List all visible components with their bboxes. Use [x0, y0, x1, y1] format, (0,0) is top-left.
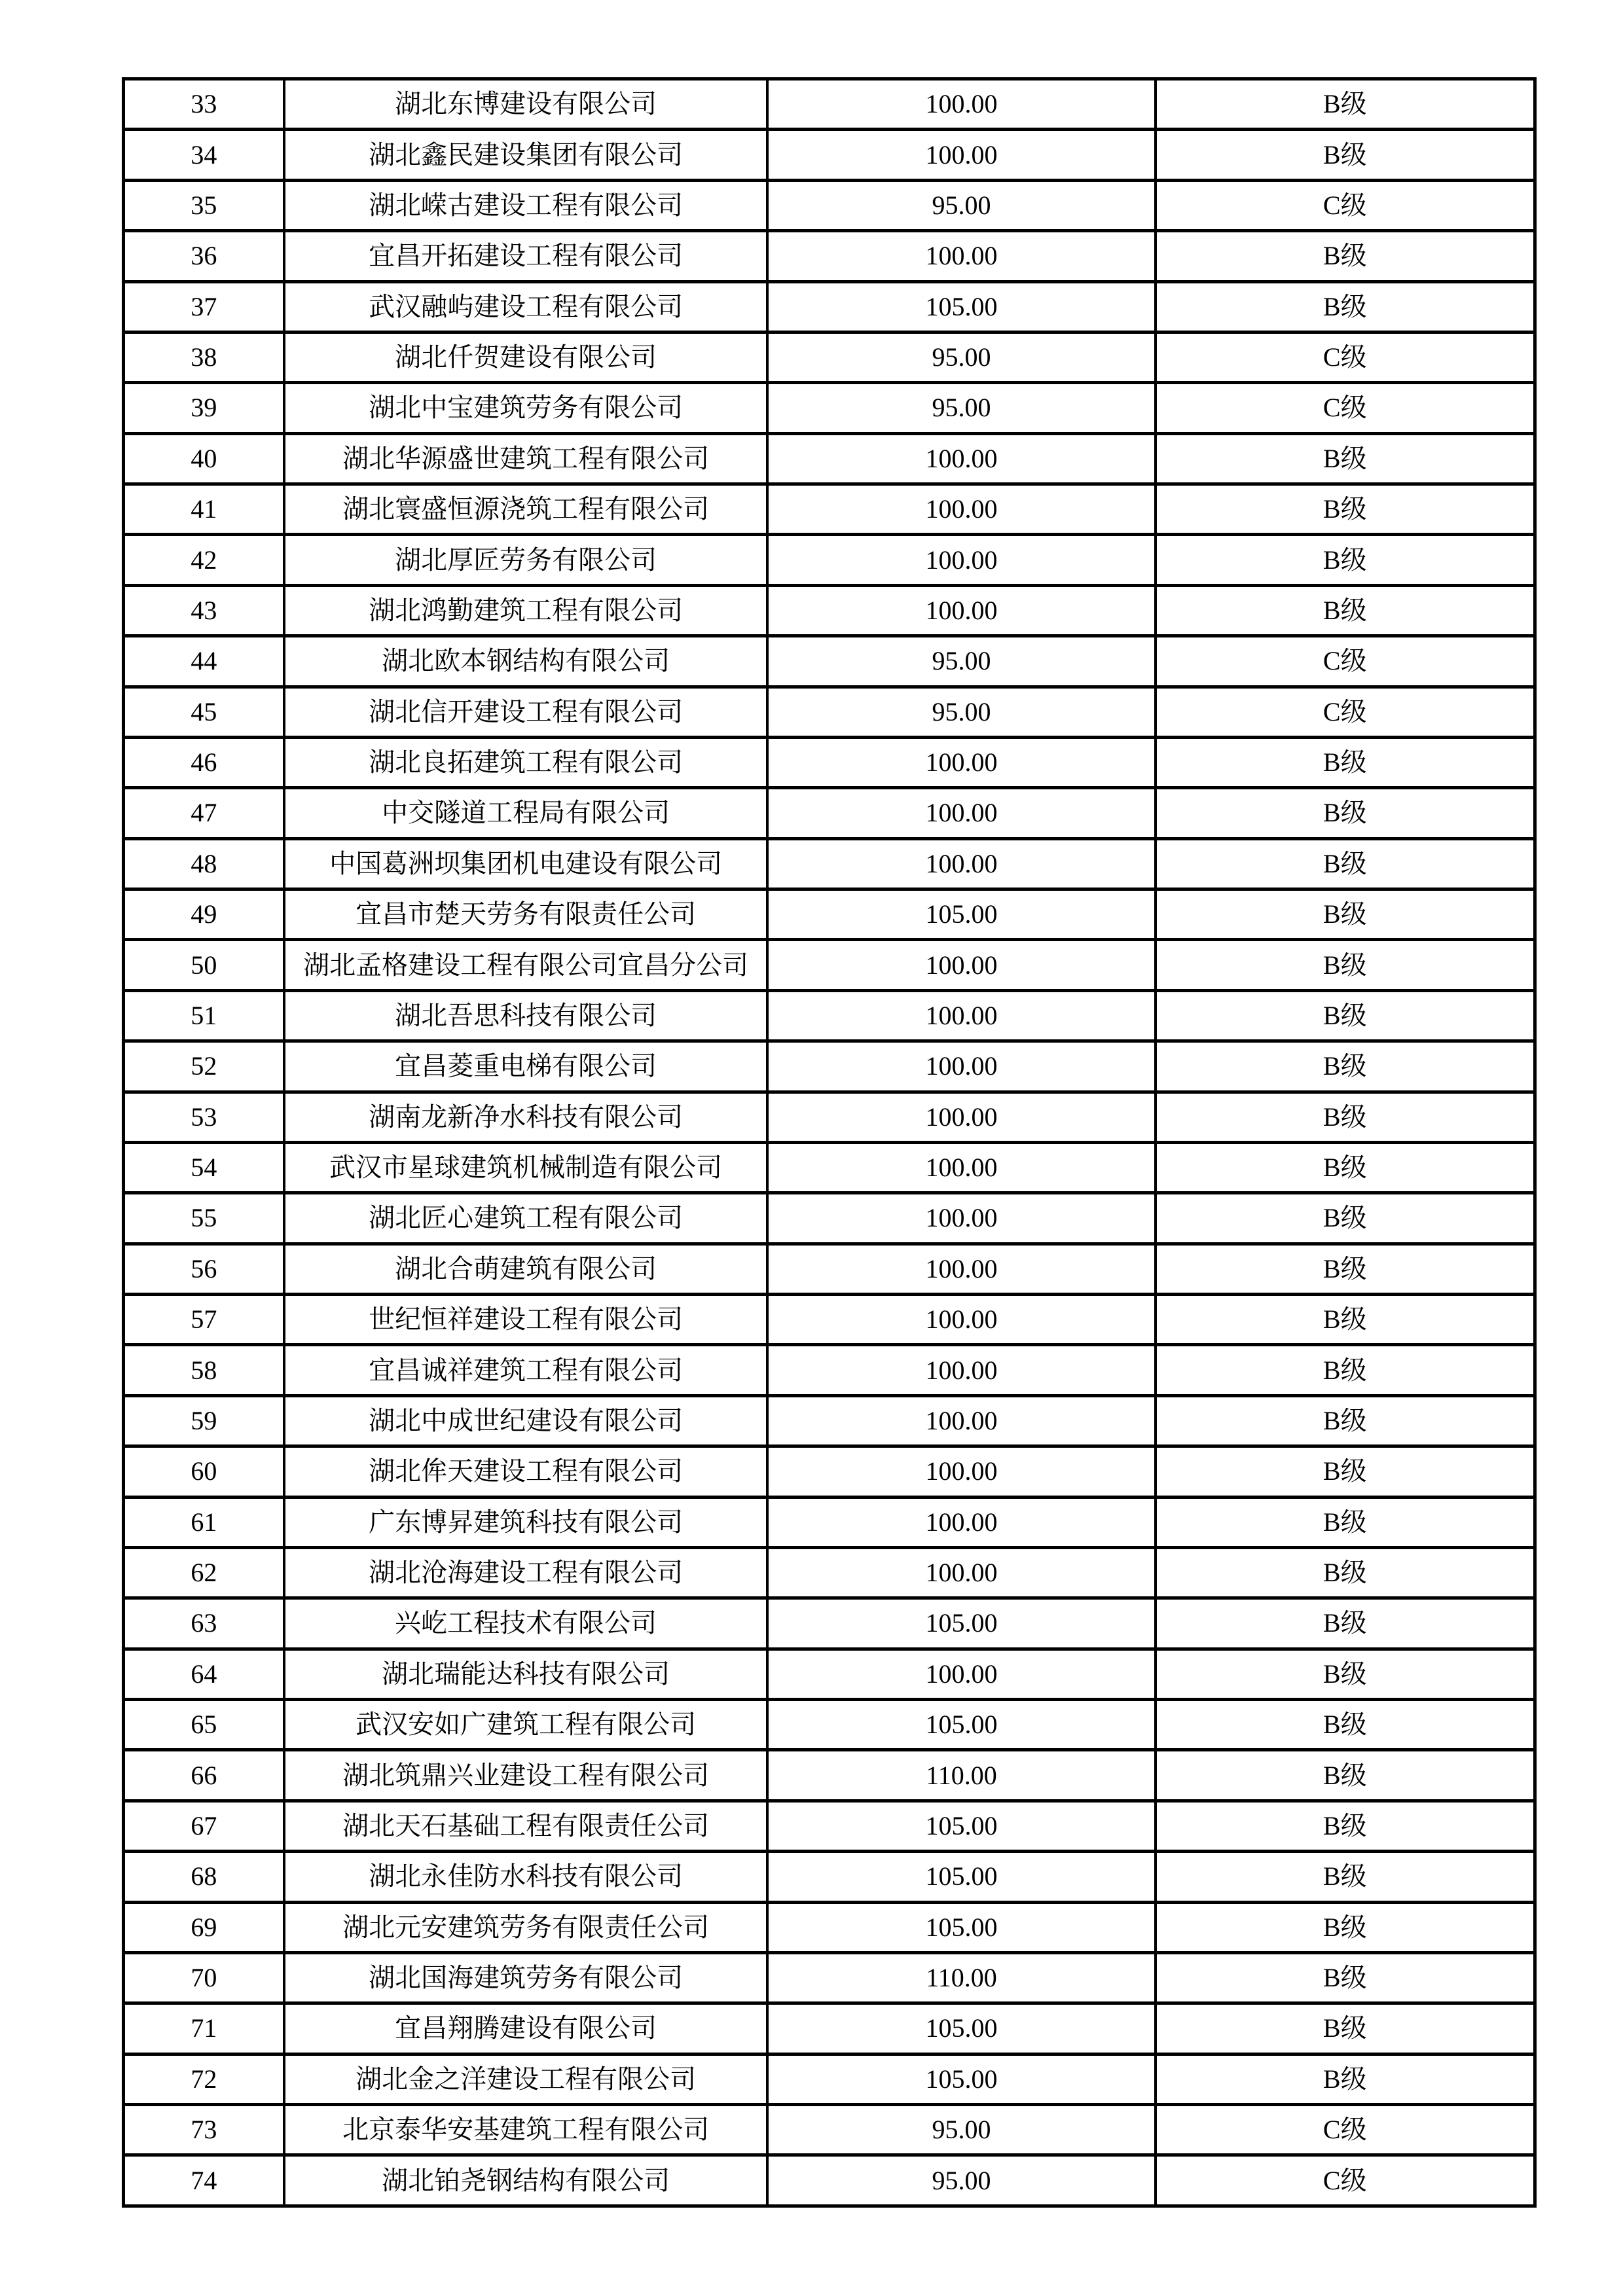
table-row: [125, 891, 1533, 941]
row-number-cell: 51: [125, 992, 285, 1039]
row-number-cell: 49: [125, 891, 285, 938]
grade-cell: B级: [1322, 1102, 1367, 1132]
table-row: [125, 1751, 1533, 1802]
row-number-cell: 64: [125, 1651, 285, 1698]
row-number-cell: 47: [125, 789, 285, 836]
score-cell: 105.00: [769, 1600, 1156, 1647]
table-row: [125, 1448, 1533, 1498]
row-number-cell: 69: [125, 1904, 285, 1951]
row-number-cell: 52: [125, 1043, 285, 1090]
score-cell: 110.00: [769, 1954, 1156, 2001]
score-cell: 105.00: [769, 2005, 1156, 2052]
table-row: [125, 1194, 1533, 1245]
table-row: [125, 2157, 1533, 2204]
row-number-cell: 60: [125, 1448, 285, 1495]
score-cell: 105.00: [769, 283, 1156, 331]
row-number-cell: 62: [125, 1549, 285, 1596]
score-cell: 95.00: [769, 182, 1156, 229]
score-cell: 100.00: [769, 232, 1156, 279]
table-row: [125, 587, 1533, 637]
table-row: [125, 1397, 1533, 1448]
company-name-cell: 武汉融屿建设工程有限公司: [285, 283, 769, 331]
score-cell: 100.00: [769, 81, 1156, 128]
score-cell: 100.00: [769, 1246, 1156, 1293]
company-name-cell: 湖北鑫民建设集团有限公司: [285, 131, 769, 178]
grade-cell: B级: [1322, 443, 1367, 473]
row-number-cell: 57: [125, 1296, 285, 1343]
score-cell: 100.00: [769, 739, 1156, 786]
table-row: [125, 131, 1533, 181]
table-row: [125, 992, 1533, 1043]
company-name-cell: 湖北元安建筑劳务有限责任公司: [285, 1904, 769, 1951]
score-cell: 100.00: [769, 536, 1156, 583]
score-cell: 100.00: [769, 1499, 1156, 1546]
score-cell: 100.00: [769, 1144, 1156, 1191]
table-row: [125, 941, 1533, 992]
score-cell: 100.00: [769, 789, 1156, 836]
score-cell: 100.00: [769, 1346, 1156, 1393]
company-name-cell: 北京泰华安基建筑工程有限公司: [285, 2106, 769, 2153]
score-cell: 105.00: [769, 2056, 1156, 2103]
score-cell: 105.00: [769, 1803, 1156, 1850]
company-name-cell: 湖北侔天建设工程有限公司: [285, 1448, 769, 1495]
company-name-cell: 宜昌翔腾建设有限公司: [285, 2005, 769, 2052]
grade-cell: B级: [1322, 494, 1367, 524]
grade-cell: C级: [1322, 342, 1367, 372]
grade-cell: C级: [1322, 2165, 1367, 2195]
table-row: [125, 1803, 1533, 1853]
company-rating-table: [122, 77, 1537, 2208]
company-name-cell: 宜昌诚祥建筑工程有限公司: [285, 1346, 769, 1393]
company-name-cell: 湖北吾思科技有限公司: [285, 992, 769, 1039]
score-cell: 100.00: [769, 1651, 1156, 1698]
row-number-cell: 67: [125, 1803, 285, 1850]
grade-cell: B级: [1322, 1456, 1367, 1486]
row-number-cell: 65: [125, 1701, 285, 1748]
score-cell: 100.00: [769, 840, 1156, 888]
grade-cell: B级: [1322, 1507, 1367, 1537]
table-row: [125, 334, 1533, 384]
row-number-cell: 36: [125, 232, 285, 279]
grade-cell: B级: [1322, 139, 1367, 170]
table-row: [125, 840, 1533, 891]
table-row: [125, 1954, 1533, 2005]
company-name-cell: 湖北鸿勤建筑工程有限公司: [285, 587, 769, 634]
company-name-cell: 世纪恒祥建设工程有限公司: [285, 1296, 769, 1343]
table-row: [125, 1549, 1533, 1600]
grade-cell: C级: [1322, 393, 1367, 423]
table-row: [125, 1499, 1533, 1549]
score-cell: 100.00: [769, 1397, 1156, 1444]
grade-cell: B级: [1322, 1000, 1367, 1030]
row-number-cell: 74: [125, 2157, 285, 2204]
row-number-cell: 42: [125, 536, 285, 583]
row-number-cell: 58: [125, 1346, 285, 1393]
score-cell: 110.00: [769, 1751, 1156, 1799]
score-cell: 105.00: [769, 891, 1156, 938]
company-name-cell: 湖北国海建筑劳务有限公司: [285, 1954, 769, 2001]
row-number-cell: 53: [125, 1094, 285, 1141]
grade-cell: B级: [1322, 899, 1367, 929]
table-row: [125, 1246, 1533, 1296]
grade-cell: B级: [1322, 2064, 1367, 2094]
row-number-cell: 48: [125, 840, 285, 888]
grade-cell: B级: [1322, 1051, 1367, 1081]
row-number-cell: 73: [125, 2106, 285, 2153]
score-cell: 105.00: [769, 1853, 1156, 1900]
table-row: [125, 2106, 1533, 2157]
score-cell: 100.00: [769, 1194, 1156, 1242]
grade-cell: C级: [1322, 646, 1367, 676]
grade-cell: B级: [1322, 798, 1367, 828]
score-cell: 95.00: [769, 689, 1156, 736]
row-number-cell: 46: [125, 739, 285, 786]
grade-cell: B级: [1322, 1659, 1367, 1689]
company-name-cell: 湖北天石基础工程有限责任公司: [285, 1803, 769, 1850]
company-name-cell: 湖北华源盛世建筑工程有限公司: [285, 435, 769, 482]
row-number-cell: 63: [125, 1600, 285, 1647]
row-number-cell: 71: [125, 2005, 285, 2052]
row-number-cell: 54: [125, 1144, 285, 1191]
table-row: [125, 1853, 1533, 1903]
grade-cell: B级: [1322, 1253, 1367, 1283]
grade-cell: B级: [1322, 1608, 1367, 1638]
table-row: [125, 1144, 1533, 1194]
table-row: [125, 1094, 1533, 1144]
grade-cell: B级: [1322, 1760, 1367, 1790]
company-name-cell: 湖北厚匠劳务有限公司: [285, 536, 769, 583]
company-name-cell: 湖北合萌建筑有限公司: [285, 1246, 769, 1293]
grade-cell: B级: [1322, 1304, 1367, 1335]
grade-cell: B级: [1322, 1861, 1367, 1892]
company-name-cell: 湖北寰盛恒源浇筑工程有限公司: [285, 486, 769, 533]
table-row: [125, 1043, 1533, 1093]
table-row: [125, 1296, 1533, 1346]
company-name-cell: 湖北金之洋建设工程有限公司: [285, 2056, 769, 2103]
table-row: [125, 1904, 1533, 1954]
grade-cell: B级: [1322, 1810, 1367, 1840]
grade-cell: B级: [1322, 848, 1367, 878]
company-name-cell: 湖北铂尧钢结构有限公司: [285, 2157, 769, 2204]
company-name-cell: 湖北仟贺建设有限公司: [285, 334, 769, 381]
table-row: [125, 384, 1533, 435]
grade-cell: B级: [1322, 1963, 1367, 1993]
company-name-cell: 湖北匠心建筑工程有限公司: [285, 1194, 769, 1242]
score-cell: 95.00: [769, 384, 1156, 431]
grade-cell: B级: [1322, 1153, 1367, 1183]
row-number-cell: 34: [125, 131, 285, 178]
score-cell: 95.00: [769, 2106, 1156, 2153]
company-name-cell: 武汉安如广建筑工程有限公司: [285, 1701, 769, 1748]
company-name-cell: 湖南龙新净水科技有限公司: [285, 1094, 769, 1141]
company-name-cell: 湖北信开建设工程有限公司: [285, 689, 769, 736]
table-row: [125, 1346, 1533, 1397]
company-name-cell: 武汉市星球建筑机械制造有限公司: [285, 1144, 769, 1191]
score-cell: 100.00: [769, 941, 1156, 988]
row-number-cell: 38: [125, 334, 285, 381]
table-row: [125, 2056, 1533, 2106]
grade-cell: B级: [1322, 545, 1367, 575]
company-name-cell: 湖北瑞能达科技有限公司: [285, 1651, 769, 1698]
row-number-cell: 66: [125, 1751, 285, 1799]
grade-cell: B级: [1322, 89, 1367, 119]
row-number-cell: 50: [125, 941, 285, 988]
table-row: [125, 283, 1533, 334]
company-name-cell: 湖北筑鼎兴业建设工程有限公司: [285, 1751, 769, 1799]
score-cell: 105.00: [769, 1904, 1156, 1951]
table-row: [125, 536, 1533, 586]
company-name-cell: 宜昌市楚天劳务有限责任公司: [285, 891, 769, 938]
score-cell: 100.00: [769, 486, 1156, 533]
table-row: [125, 1600, 1533, 1650]
score-cell: 100.00: [769, 1549, 1156, 1596]
grade-cell: C级: [1322, 696, 1367, 726]
table-row: [125, 1701, 1533, 1751]
grade-cell: C级: [1322, 190, 1367, 220]
row-number-cell: 44: [125, 637, 285, 685]
company-name-cell: 湖北沧海建设工程有限公司: [285, 1549, 769, 1596]
row-number-cell: 56: [125, 1246, 285, 1293]
company-name-cell: 中交隧道工程局有限公司: [285, 789, 769, 836]
grade-cell: C级: [1322, 2115, 1367, 2145]
row-number-cell: 68: [125, 1853, 285, 1900]
score-cell: 100.00: [769, 1296, 1156, 1343]
company-name-cell: 湖北欧本钢结构有限公司: [285, 637, 769, 685]
table-row: [125, 182, 1533, 232]
row-number-cell: 61: [125, 1499, 285, 1546]
row-number-cell: 55: [125, 1194, 285, 1242]
table-row: [125, 637, 1533, 688]
score-cell: 105.00: [769, 1701, 1156, 1748]
company-name-cell: 湖北良拓建筑工程有限公司: [285, 739, 769, 786]
score-cell: 100.00: [769, 1043, 1156, 1090]
row-number-cell: 37: [125, 283, 285, 331]
company-name-cell: 湖北孟格建设工程有限公司宜昌分公司: [285, 941, 769, 988]
grade-cell: B级: [1322, 595, 1367, 625]
company-name-cell: 兴屹工程技术有限公司: [285, 1600, 769, 1647]
table-row: [125, 486, 1533, 536]
score-cell: 95.00: [769, 334, 1156, 381]
table-row: [125, 689, 1533, 739]
row-number-cell: 45: [125, 689, 285, 736]
score-cell: 100.00: [769, 1448, 1156, 1495]
company-name-cell: 宜昌开拓建设工程有限公司: [285, 232, 769, 279]
grade-cell: B级: [1322, 2013, 1367, 2043]
table-row: [125, 739, 1533, 789]
company-name-cell: 湖北中宝建筑劳务有限公司: [285, 384, 769, 431]
table-row: [125, 789, 1533, 840]
score-cell: 95.00: [769, 637, 1156, 685]
row-number-cell: 43: [125, 587, 285, 634]
row-number-cell: 40: [125, 435, 285, 482]
row-number-cell: 59: [125, 1397, 285, 1444]
table-row: [125, 232, 1533, 283]
row-number-cell: 72: [125, 2056, 285, 2103]
row-number-cell: 33: [125, 81, 285, 128]
row-number-cell: 35: [125, 182, 285, 229]
company-name-cell: 湖北永佳防水科技有限公司: [285, 1853, 769, 1900]
company-name-cell: 广东博昇建筑科技有限公司: [285, 1499, 769, 1546]
grade-cell: B级: [1322, 291, 1367, 321]
score-cell: 95.00: [769, 2157, 1156, 2204]
grade-cell: B级: [1322, 1710, 1367, 1740]
grade-cell: B级: [1322, 241, 1367, 271]
score-cell: 100.00: [769, 1094, 1156, 1141]
row-number-cell: 70: [125, 1954, 285, 2001]
company-name-cell: 湖北东博建设有限公司: [285, 81, 769, 128]
table-row: [125, 435, 1533, 486]
company-name-cell: 湖北中成世纪建设有限公司: [285, 1397, 769, 1444]
row-number-cell: 39: [125, 384, 285, 431]
score-cell: 100.00: [769, 435, 1156, 482]
company-name-cell: 宜昌菱重电梯有限公司: [285, 1043, 769, 1090]
row-number-cell: 41: [125, 486, 285, 533]
grade-cell: B级: [1322, 1203, 1367, 1233]
grade-cell: B级: [1322, 1558, 1367, 1588]
score-cell: 100.00: [769, 131, 1156, 178]
table-row: [125, 2005, 1533, 2055]
grade-cell: B级: [1322, 1405, 1367, 1435]
grade-cell: B级: [1322, 950, 1367, 980]
grade-cell: B级: [1322, 747, 1367, 778]
grade-cell: B级: [1322, 1912, 1367, 1942]
score-cell: 100.00: [769, 992, 1156, 1039]
grade-cell: B级: [1322, 1355, 1367, 1385]
table-row: [125, 1651, 1533, 1701]
company-name-cell: 湖北嵘古建设工程有限公司: [285, 182, 769, 229]
table-row: [125, 81, 1533, 131]
score-cell: 100.00: [769, 587, 1156, 634]
company-name-cell: 中国葛洲坝集团机电建设有限公司: [285, 840, 769, 888]
